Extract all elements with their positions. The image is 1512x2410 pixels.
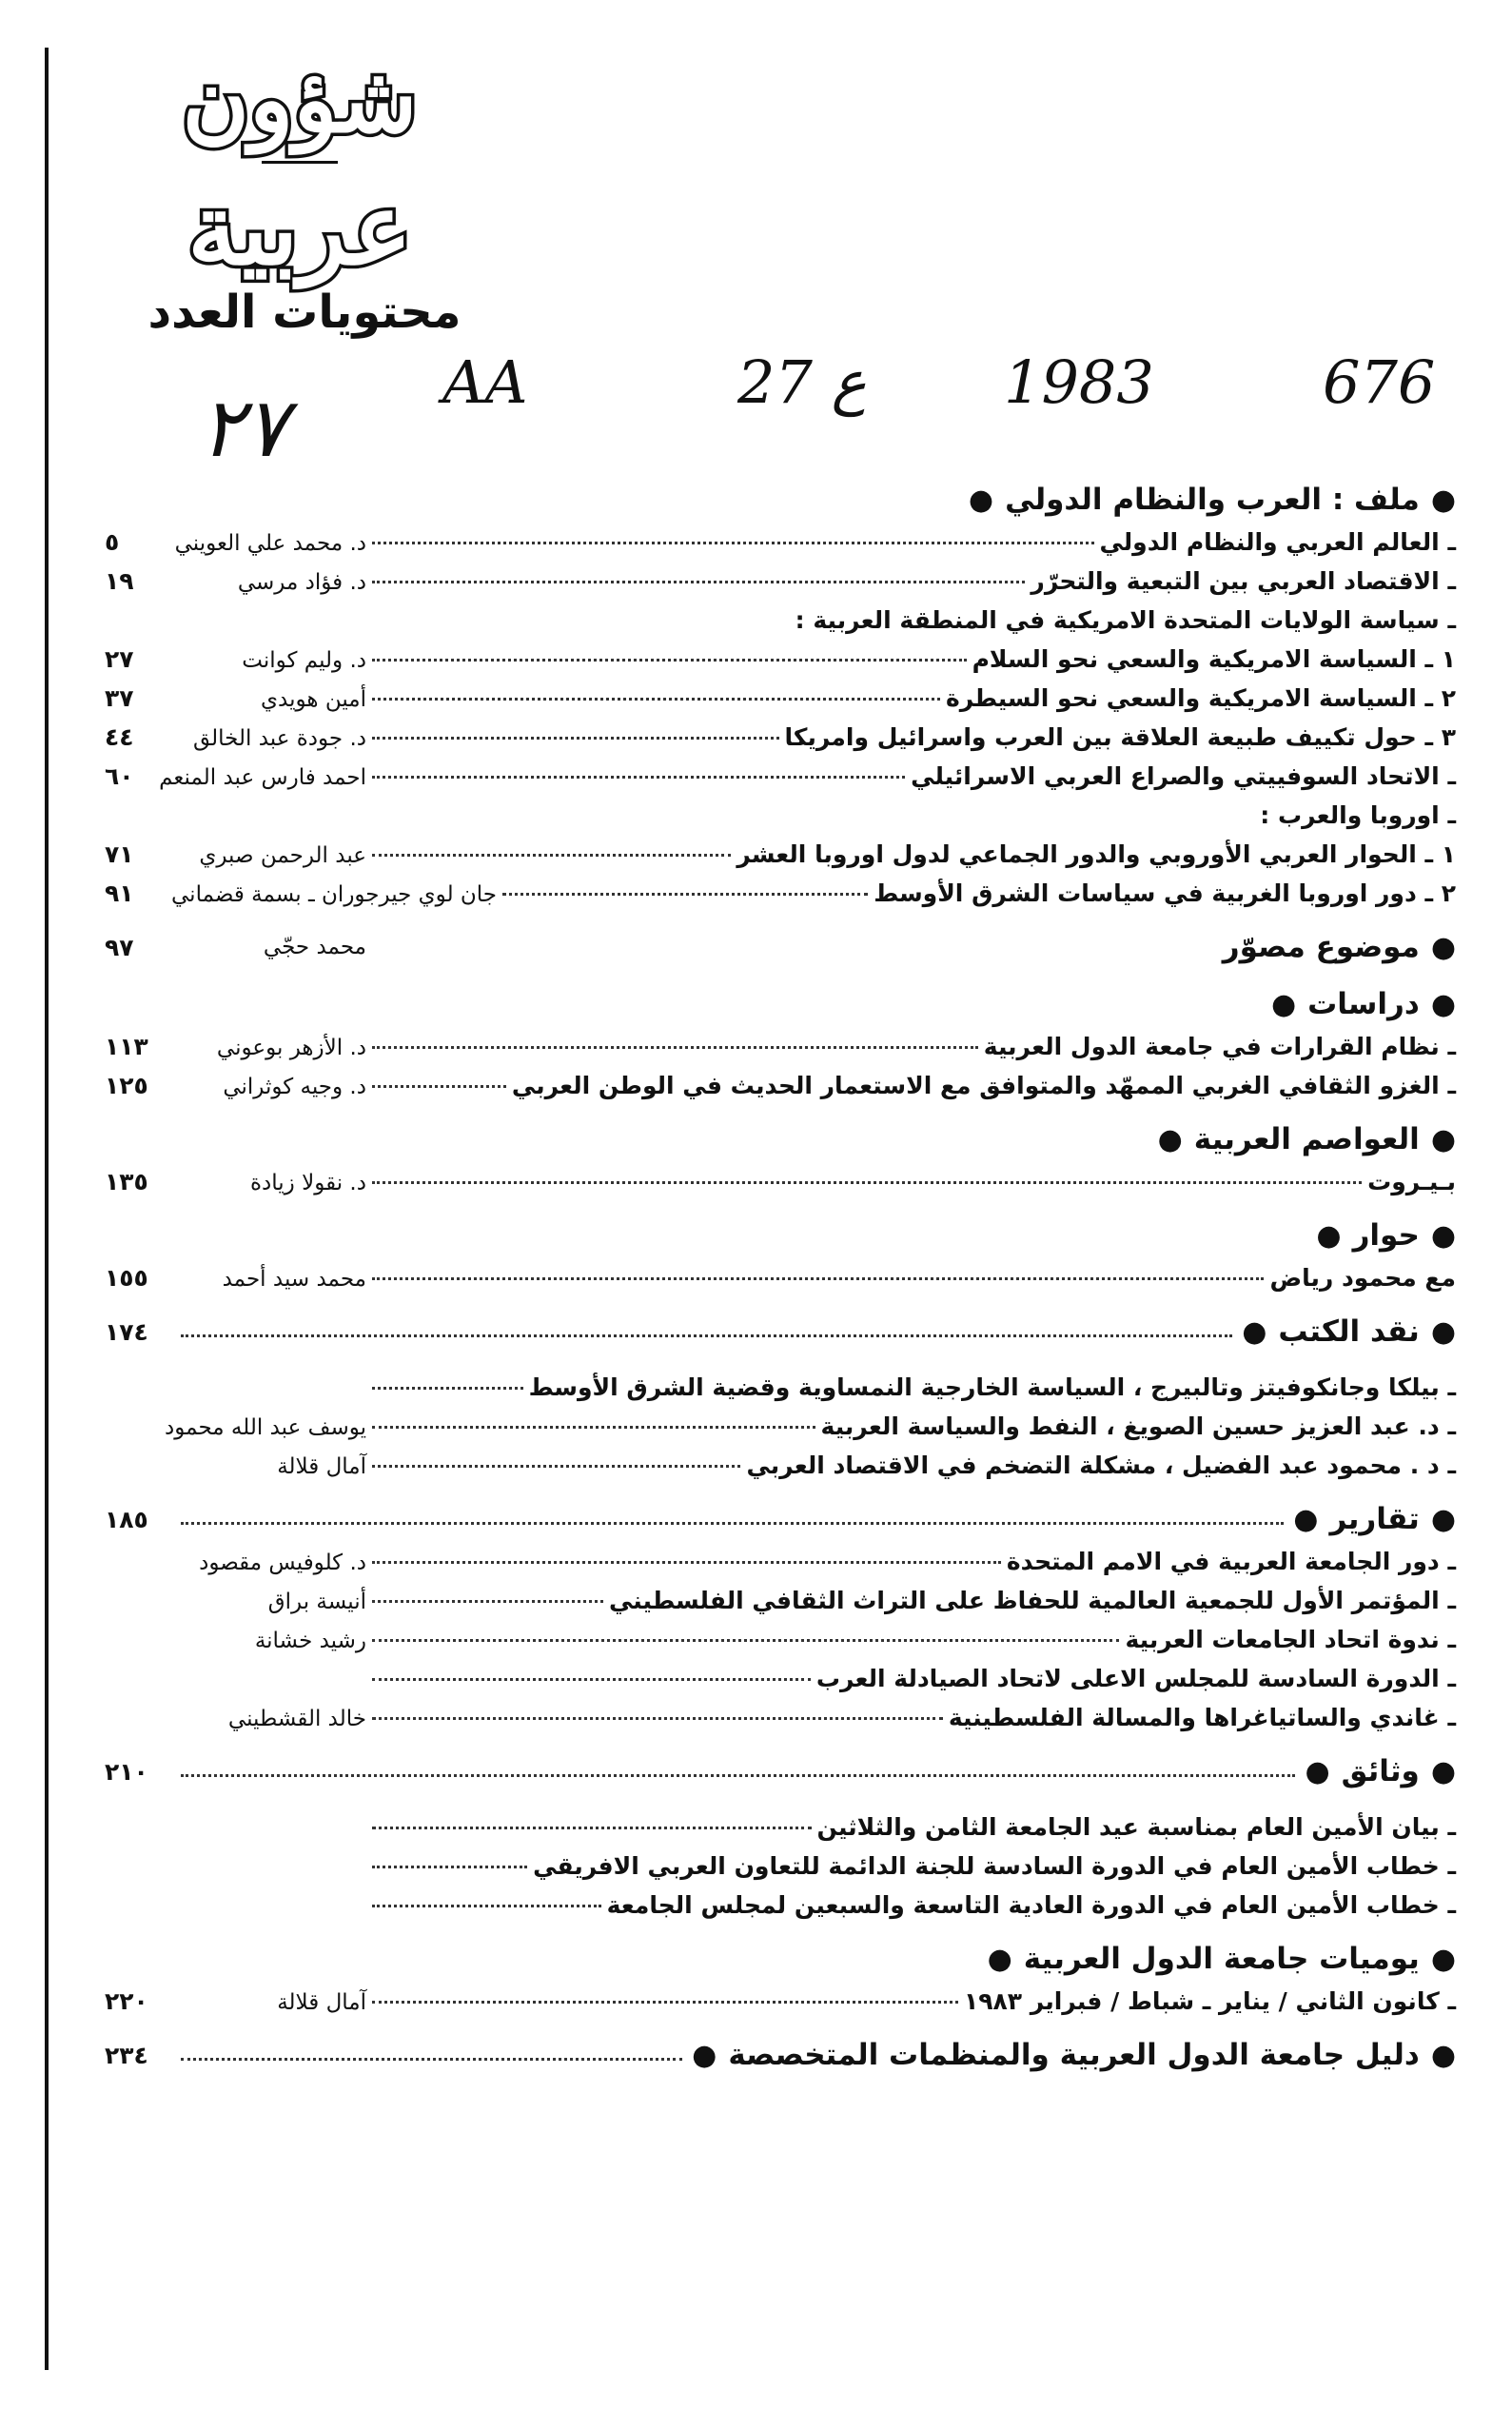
toc-entry: ـ المؤتمر الأول للجمعية العالمية للحفاظ على التراث الثقافي الفلسطيني أنيسة براق (267, 1587, 1456, 1614)
toc-entry: ـ غاندي والساتياغراها والمسالة الفلسطينية خالد القشطيني (227, 1704, 1456, 1731)
bullet-icon: ● (1430, 2038, 1456, 2072)
bullet-icon: ● (968, 483, 994, 517)
section-heading: ● دليل جامعة الدول العربية والمنظمات المتخصصة ● ٢٣٤ (105, 2038, 1456, 2072)
bullet-icon: ● (1430, 1218, 1456, 1253)
toc-entry: ـ ندوة اتحاد الجامعات العربية رشيد خشانة (254, 1626, 1456, 1653)
toc-entry: ١ ـ السياسة الامريكية والسعي نحو السلام د. وليم كوانت ٢٧ (105, 645, 1456, 673)
toc-entry: ٢ ـ دور اوروبا الغربية في سياسات الشرق الأوسط جان لوي جيرجوران ـ بسمة قضماني ٩١ (105, 879, 1456, 907)
section-heading: ● يوميات جامعة الدول العربية ● (987, 1942, 1456, 1976)
bullet-icon: ● (1430, 987, 1456, 1021)
bullet-icon: ● (1430, 1754, 1456, 1788)
section-heading: ● العواصم العربية ● (1157, 1122, 1456, 1156)
toc-entry: ـ دور الجامعة العربية في الامم المتحدة د. كلوفيس مقصود (199, 1548, 1456, 1575)
bullet-icon: ● (1293, 1502, 1319, 1536)
bullet-icon: ● (1430, 1502, 1456, 1536)
bullet-icon: ● (1242, 1314, 1267, 1349)
toc-entry: ـ كانون الثاني / يناير ـ شباط / فبراير ١٩٨٣ آمال قلالة ٢٢٠ (105, 1987, 1456, 2015)
toc-entry: ـ خطاب الأمين العام في الدورة العادية التاسعة والسبعين لمجلس الجامعة (105, 1891, 1456, 1930)
logo-word-shuun: شؤون (182, 46, 418, 153)
page-title: محتويات العدد (147, 286, 461, 339)
toc-entry: ـ بيان الأمين العام بمناسبة عيد الجامعة الثامن والثلاثين (105, 1813, 1456, 1852)
logo-word-arabiya: عربية (187, 170, 412, 287)
magazine-logo (143, 43, 457, 291)
toc-entry: ـ الغزو الثقافي الغربي الممهّد والمتوافق مع الاستعمار الحديث في الوطن العربي د. وجيه كوثراني ١٢٥ (105, 1072, 1456, 1099)
toc-entry: ـ العالم العربي والنظام الدولي د. محمد علي العويني ٥ (105, 528, 1456, 556)
section-heading: ● حوار ● (1316, 1218, 1456, 1253)
logo-divider (262, 161, 338, 164)
bullet-icon: ● (1270, 987, 1297, 1021)
toc-entry: ٣ ـ حول تكييف طبيعة العلاقة بين العرب واسرائيل وامريكا د. جودة عبد الخالق ٤٤ (105, 723, 1456, 751)
toc-subheading: ـ سياسة الولايات المتحدة الامريكية في المنطقة العربية : (795, 606, 1456, 634)
margin-rule (45, 48, 49, 2370)
handwritten-ref: 676 (1323, 347, 1436, 417)
bullet-icon: ● (987, 1942, 1012, 1976)
toc-entry: ـ الاتحاد السوفييتي والصراع العربي الاسرائيلي احمد فارس عبد المنعم ٦٠ (105, 762, 1456, 790)
bullet-icon: ● (692, 2038, 717, 2072)
section-heading: ● ملف : العرب والنظام الدولي ● (968, 483, 1456, 517)
bullet-icon: ● (1430, 483, 1456, 517)
issue-number: ٢٧ (200, 381, 288, 476)
toc-entry: بـيـروت د. نقولا زيادة ١٣٥ (105, 1168, 1456, 1195)
bullet-icon: ● (1430, 1314, 1456, 1349)
bullet-icon: ● (1305, 1754, 1330, 1788)
section-heading: ● نقد الكتب ● ١٧٤ (105, 1314, 1456, 1349)
handwritten-year: 1983 (1004, 347, 1154, 417)
handwritten-issue: 27 ع (737, 347, 867, 417)
section-heading: ● تقارير ● ١٨٥ (105, 1502, 1456, 1536)
toc-entry: ـ د. عبد العزيز حسين الصويغ ، النفط والسياسة العربية يوسف عبد الله محمود (165, 1412, 1456, 1440)
bullet-icon: ● (1430, 930, 1456, 964)
toc-entry: ـ نظام القرارات في جامعة الدول العربية د. الأزهر بوعوني ١١٣ (105, 1033, 1456, 1060)
toc-entry: ـ الدورة السادسة للمجلس الاعلى لاتحاد الصيادلة العرب (105, 1665, 1456, 1704)
toc-entry: مع محمود رياض محمد سيد أحمد ١٥٥ (105, 1264, 1456, 1292)
bullet-icon: ● (1157, 1122, 1183, 1156)
handwritten-aa: AA (442, 347, 528, 417)
toc-entry: ـ د . محمود عبد الفضيل ، مشكلة التضخم في الاقتصاد العربي آمال قلالة (277, 1452, 1456, 1479)
bullet-icon: ● (1316, 1218, 1342, 1253)
section-heading: ● دراسات ● (1270, 987, 1456, 1021)
section-heading: ● موضوع مصوّر محمد حجّي ٩٧ (105, 930, 1456, 964)
section-heading: ● وثائق ● ٢١٠ (105, 1754, 1456, 1788)
toc-subheading: ـ اوروبا والعرب : (1260, 801, 1456, 829)
toc-entry: ـ خطاب الأمين العام في الدورة السادسة للجنة الدائمة للتعاون العربي الافريقي (105, 1852, 1456, 1891)
toc-entry: ١ ـ الحوار العربي الأوروبي والدور الجماعي لدول اوروبا العشر عبد الرحمن صبري ٧١ (105, 840, 1456, 868)
table-of-contents (105, 471, 1456, 2084)
bullet-icon: ● (1430, 1122, 1456, 1156)
toc-entry: ـ الاقتصاد العربي بين التبعية والتحرّر د. فؤاد مرسي ١٩ (105, 567, 1456, 595)
bullet-icon: ● (1430, 1942, 1456, 1976)
toc-entry: ـ بيلكا وجانكوفيتز وتالبيرج ، السياسة الخارجية النمساوية وقضية الشرق الأوسط (105, 1373, 1456, 1412)
toc-entry: ٢ ـ السياسة الامريكية والسعي نحو السيطرة أمين هويدي ٣٧ (105, 684, 1456, 712)
